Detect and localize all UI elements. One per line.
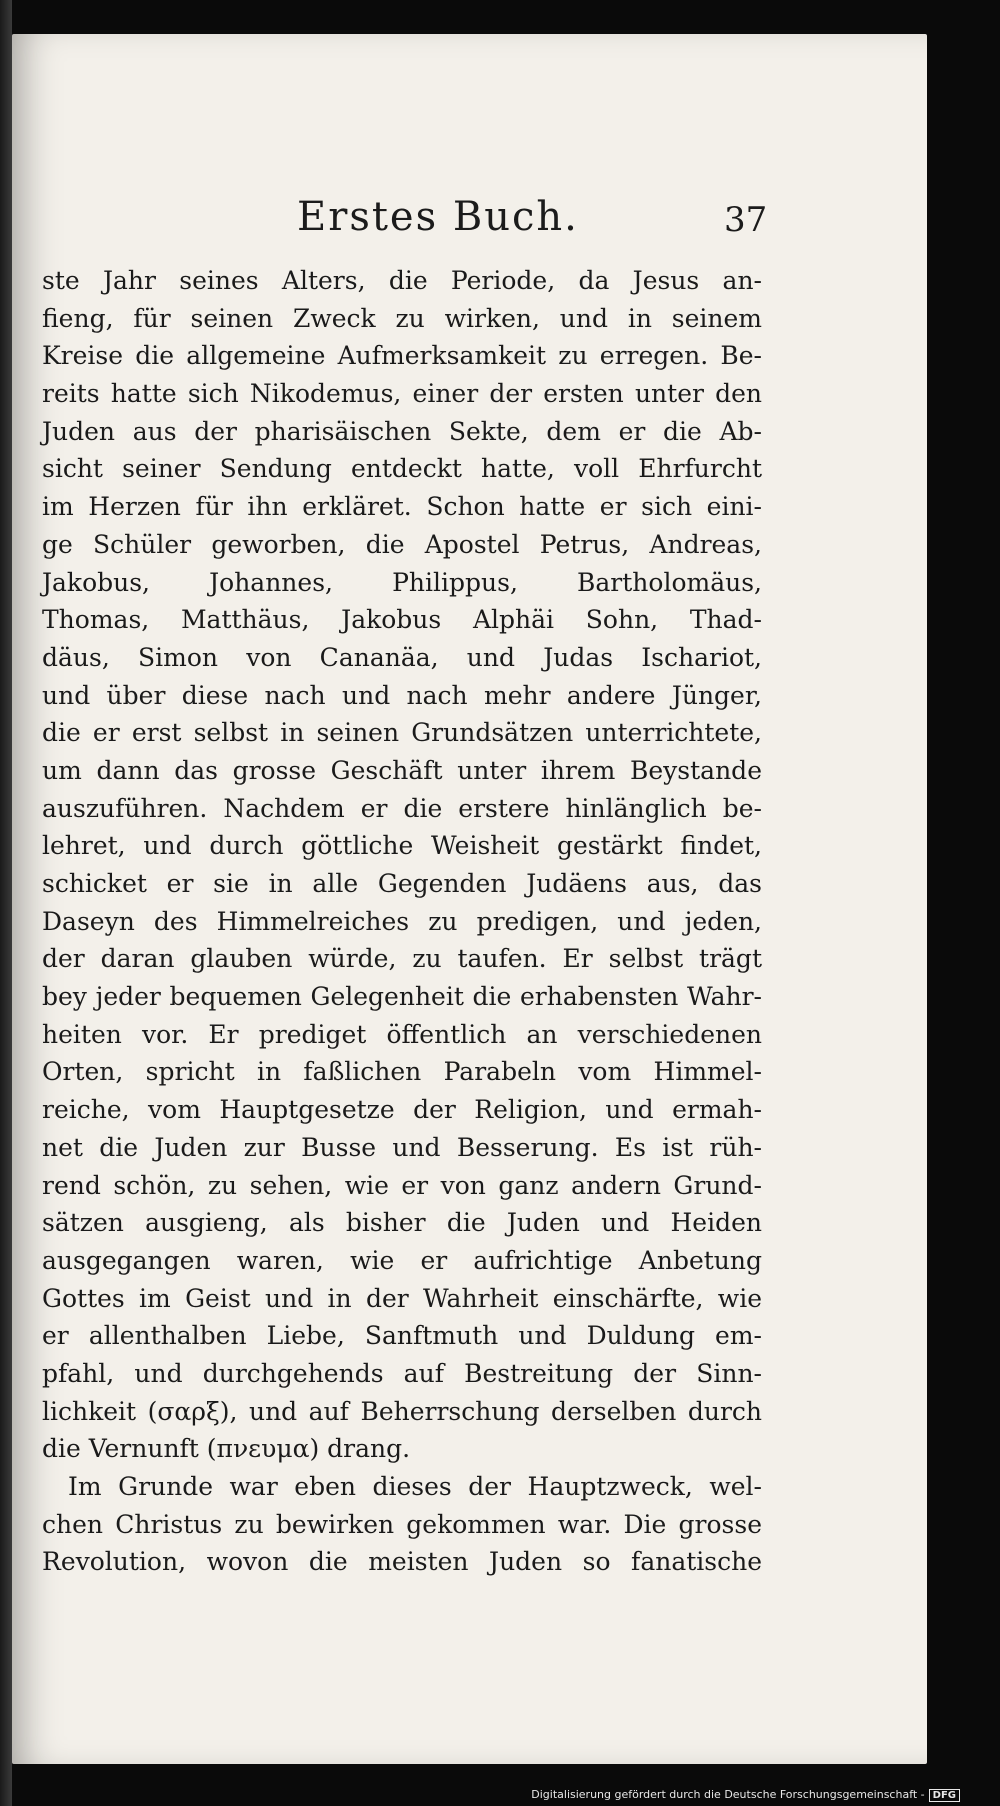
book-page xyxy=(12,34,927,1764)
credit-text: Digitalisierung gefördert durch die Deutsche Forschungsgemeinschaft - xyxy=(531,1788,925,1801)
text-line: Daseyn des Himmelreiches zu predigen, und jeden, xyxy=(42,906,762,936)
text-line: im Herzen für ihn erkläret. Schon hatte er sich eini- xyxy=(42,492,762,522)
text-line: er allenthalben Liebe, Sanftmuth und Duldung em- xyxy=(42,1321,762,1351)
text-line: däus, Simon von Cananäa, und Judas Ischariot, xyxy=(42,642,762,672)
text-line: ste Jahr seines Alters, die Periode, da Jesus an- xyxy=(42,266,762,295)
text-line: pfahl, und durchgehends auf Bestreitung der Sinn- xyxy=(42,1358,762,1388)
text-line: die er erst selbst in seinen Grundsätzen unterrichtete, xyxy=(42,718,762,748)
text-line: lehret, und durch göttliche Weisheit gestärkt findet, xyxy=(42,831,762,861)
text-line: auszuführen. Nachdem er die erstere hinlänglich be- xyxy=(42,793,762,823)
text-line: und über diese nach und nach mehr andere Jünger, xyxy=(42,680,762,710)
text-line: die Vernunft (πνευμα) drang. xyxy=(42,1434,411,1464)
text-line: ausgegangen waren, wie er aufrichtige Anbetung xyxy=(42,1245,762,1275)
body-text xyxy=(42,262,762,1581)
text-line: Juden aus der pharisäischen Sekte, dem er die Ab- xyxy=(42,416,762,446)
text-line: Im Grunde war eben dieses der Hauptzweck, wel- xyxy=(68,1472,762,1501)
text-line: sätzen ausgieng, als bisher die Juden und Heiden xyxy=(42,1208,762,1238)
text-line: net die Juden zur Busse und Besserung. Es ist rüh- xyxy=(42,1132,762,1162)
text-line: lichkeit (σαρξ), und auf Beherrschung derselben durch xyxy=(42,1396,762,1426)
page-header xyxy=(12,194,927,254)
text-line: Kreise die allgemeine Aufmerksamkeit zu erregen. Be- xyxy=(42,341,762,371)
text-line: rend schön, zu sehen, wie er von ganz andern Grund- xyxy=(42,1170,762,1200)
text-line: ge Schüler geworben, die Apostel Petrus, Andreas, xyxy=(42,529,762,559)
text-line: um dann das grosse Geschäft unter ihrem Beystande xyxy=(42,755,762,785)
dfg-logo: DFG xyxy=(929,1789,960,1802)
text-line: Gottes im Geist und in der Wahrheit einschärfte, wie xyxy=(42,1283,762,1313)
text-line: Orten, spricht in faßlichen Parabeln vom Himmel- xyxy=(42,1057,762,1087)
page-number: 37 xyxy=(724,200,768,240)
running-head: Erstes Buch. xyxy=(297,194,579,240)
text-line: der daran glauben würde, zu taufen. Er selbst trägt xyxy=(42,944,762,974)
text-line: reits hatte sich Nikodemus, einer der ersten unter den xyxy=(42,379,762,409)
text-line: sicht seiner Sendung entdeckt hatte, voll Ehrfurcht xyxy=(42,454,762,484)
text-line: schicket er sie in alle Gegenden Judäens aus, das xyxy=(42,869,762,898)
text-line: heiten vor. Er prediget öffentlich an verschiedenen xyxy=(42,1019,762,1049)
text-line: bey jeder bequemen Gelegenheit die erhabensten Wahr- xyxy=(42,982,762,1012)
text-line: Thomas, Matthäus, Jakobus Alphäi Sohn, Thad- xyxy=(42,605,762,635)
text-line: Jakobus, Johannes, Philippus, Bartholomäus, xyxy=(42,567,762,597)
text-line: reiche, vom Hauptgesetze der Religion, und ermah- xyxy=(42,1095,762,1125)
text-line: chen Christus zu bewirken gekommen war. Die grosse xyxy=(42,1509,762,1539)
digitization-credit xyxy=(531,1788,960,1802)
text-line: Revolution, wovon die meisten Juden so fanatische xyxy=(42,1547,762,1577)
text-line: fieng, für seinen Zweck zu wirken, und in seinem xyxy=(42,303,762,333)
scan-left-edge xyxy=(0,0,12,1806)
